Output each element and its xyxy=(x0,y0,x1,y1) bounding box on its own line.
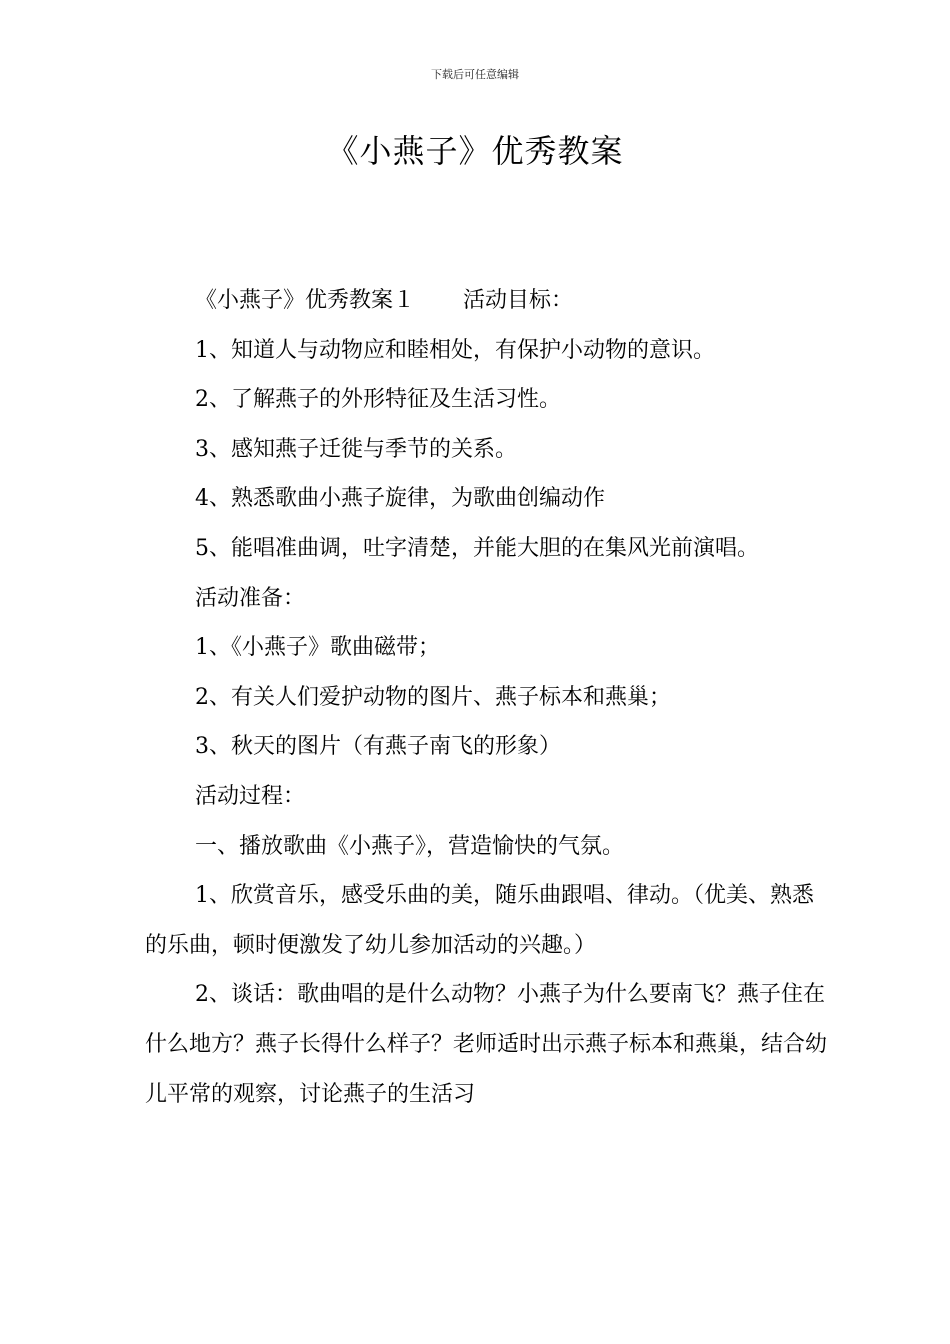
paragraph-intro xyxy=(145,276,835,326)
goals-heading: 活动目标： xyxy=(463,288,574,313)
paragraph-step-1-2: 2、谈话：歌曲唱的是什么动物？小燕子为什么要南飞？燕子住在什么地方？燕子长得什么样子？老师适时出示燕子标本和燕巢，结合幼儿平常的观察，讨论燕子的生活习 xyxy=(145,982,828,1107)
paragraph-process-heading: 活动过程： xyxy=(195,783,306,809)
paragraph-goal-1: 1、知道人与动物应和睦相处，有保护小动物的意识。 xyxy=(195,337,715,363)
paragraph-prep-2: 2、有关人们爱护动物的图片、燕子标本和燕巢； xyxy=(195,684,671,710)
paragraph-step-1-1: 1、欣赏音乐，感受乐曲的美，随乐曲跟唱、律动。（优美、熟悉的乐曲，顿时便激发了幼儿参加活动的兴趣。） xyxy=(145,883,814,958)
paragraph-goal-2: 2、了解燕子的外形特征及生活习性。 xyxy=(195,387,561,413)
paragraph-goal-5: 5、能唱准曲调，吐字清楚，并能大胆的在集风光前演唱。 xyxy=(195,535,759,561)
paragraph-goal-4: 4、熟悉歌曲小燕子旋律，为歌曲创编动作 xyxy=(195,486,605,512)
paragraph-goal-3: 3、感知燕子迁徙与季节的关系。 xyxy=(195,436,517,462)
intro-text: 《小燕子》优秀教案１ xyxy=(195,288,416,313)
header-note: 下载后可任意编辑 xyxy=(431,68,519,81)
paragraph-prep-3: 3、秋天的图片（有燕子南飞的形象） xyxy=(195,734,561,760)
document-body xyxy=(145,276,835,1119)
document-title: 《小燕子》优秀教案 xyxy=(326,132,624,170)
paragraph-step-1: 一、播放歌曲《小燕子》，营造愉快的气氛。 xyxy=(195,833,625,859)
paragraph-preparation-heading: 活动准备： xyxy=(195,585,306,611)
paragraph-prep-1: 1、《小燕子》歌曲磁带； xyxy=(195,635,440,661)
